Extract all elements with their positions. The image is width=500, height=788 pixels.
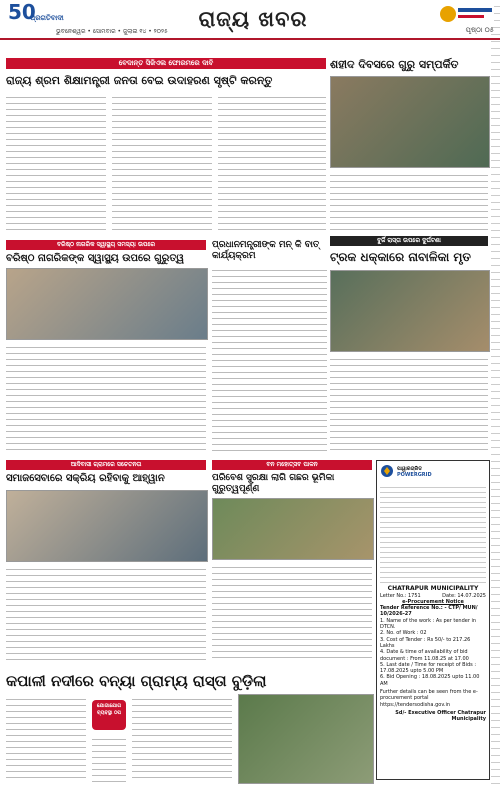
- story5-headline: ଟ୍ରକ ଧକ୍କାରେ ନାବାଳିକା ମୃତ: [330, 250, 471, 264]
- ad-letter-no: Letter No.: 1751: [380, 592, 421, 599]
- ad-company: POWERGRID: [397, 472, 432, 479]
- ad-body-text: [380, 483, 486, 583]
- story2-body: [330, 170, 488, 230]
- ad-notice-org: CHATRAPUR MUNICIPALITY: [387, 585, 479, 593]
- ad-row: 1. Name of the work : As per tender in DTCN.: [380, 617, 477, 631]
- story6-headline: ସମାଜସେବାରେ ସକ୍ରିୟ ରହିବାକୁ ଆହ୍ୱାନ: [6, 473, 165, 484]
- ad-row: 2. No. of Work : 02: [380, 630, 427, 637]
- story5-body: [330, 354, 488, 454]
- ad-date: Date: 14.07.2025: [442, 592, 486, 599]
- story2-headline: ଶହୀଦ ଦିବସରେ ଗୁରୁ ସମ୍ପର୍କିତ: [330, 58, 459, 71]
- story8-body-col2: [92, 734, 126, 782]
- tender-advertisement: [376, 460, 490, 780]
- story5-photo: [330, 270, 490, 352]
- story3-body: [6, 342, 206, 454]
- ad-signature: Sd/- Executive Officer Chatrapur Municipality: [395, 709, 486, 723]
- advert-logo-icon: [438, 4, 494, 24]
- story4-body: [212, 265, 327, 455]
- powergrid-logo-icon: [380, 464, 394, 480]
- story1-kicker: ବେଦାନ୍ତ ସିଜିଏଲ ଫୋରମରେ ଦାବି: [6, 58, 326, 69]
- story8-badge: ଯୋଗାଯୋଗ ବ୍ୟବସ୍ଥା ଠପ: [92, 700, 126, 730]
- story1-body-col1: [6, 92, 106, 234]
- story7-headline: ପରିବେଶ ସୁରକ୍ଷା ଲାଗି ଗଛର ଭୂମିକା ଗୁରୁତ୍ୱପୂର୍ଣ୍ଣ: [212, 473, 335, 494]
- ad-header: [380, 464, 486, 480]
- story8-body-col3: [132, 694, 232, 782]
- story6-photo: [6, 490, 208, 562]
- logo-number: 50: [8, 0, 36, 24]
- story8-headline: କପାଳୀ ନଦୀରେ ବନ୍ୟା ଗ୍ରାମ୍ୟ ରାସ୍ତା ବୁଡ଼ିଲା: [6, 672, 267, 690]
- ad-company-odia: ପାୱାରଗ୍ରିଡ: [397, 465, 422, 472]
- ad-row: 5. Last date / Time for receipt of Bids : 17.08.2025 upto 5.00 PM: [380, 661, 477, 675]
- story8-photo: [238, 694, 374, 784]
- story1-body-col2: [112, 92, 212, 234]
- story7-kicker: ବନ ମହୋତ୍ସବ ପାଳନ: [212, 460, 372, 470]
- story3-kicker: ବରିଷ୍ଠ ନାଗରିକ ସ୍ୱାସ୍ଥ୍ୟ ସମସ୍ୟା ଉପରେ: [6, 240, 206, 250]
- story1-body-col3: [218, 92, 326, 234]
- margin-dots: [491, 0, 500, 788]
- dateline: ଭୁବନେଶ୍ୱର • ସୋମବାର • ଜୁଲାଇ ୧୪ • ୨୦୨୫: [56, 28, 168, 35]
- story2-photo: [330, 76, 490, 168]
- story3-photo: [6, 268, 208, 340]
- story7-photo: [212, 498, 374, 560]
- story5-kicker: ବୁର୍ଜି ରାସ୍ତା ଉପରେ ଦୁର୍ଘଟଣା: [330, 236, 488, 246]
- story3-headline: ବରିଷ୍ଠ ନାଗରିକଙ୍କ ସ୍ୱାସ୍ଥ୍ୟ ଉପରେ ଗୁରୁତ୍ୱ: [6, 253, 185, 264]
- page-number: ପୃଷ୍ଠା ୦୫: [465, 26, 494, 34]
- story7-body: [212, 562, 372, 662]
- ad-row: 6. Bid Opening : 18.08.2025 upto 11.00 AM: [380, 674, 480, 687]
- ad-title: e-Procurement Notice: [402, 598, 464, 605]
- ad-footer: Further details can be seen from the e-procurement portal https://tendersodisha.gov.in: [380, 689, 478, 708]
- ad-tender-ref: Tender Reference No.: - CTP/ MUN/ 10/2026-27: [380, 605, 478, 618]
- story6-body: [6, 564, 206, 664]
- story4-headline: ପ୍ରଧାନମନ୍ତ୍ରୀଙ୍କ ମନ୍ କି ବାତ୍ କାର୍ଯ୍ୟକ୍ରମ: [212, 240, 320, 261]
- ad-row: 4. Date & time of availability of bid document : From 11.08.25 at 17.00: [380, 649, 469, 662]
- masthead: [0, 0, 500, 40]
- brand-name: ପ୍ରଗତିବାଦୀ: [30, 14, 64, 22]
- story6-kicker: ଆଦିବାସୀ ଗ୍ରାମରେ ସଚେତନତା: [6, 460, 206, 470]
- story1-headline: ରାଜ୍ୟ ଶ୍ରମ ଶିକ୍ଷାମନ୍ତ୍ରୀ ଜନତା ବେଇ ଉଦାହରଣ ସୃଷ୍ଟି କରନ୍ତୁ: [6, 74, 273, 87]
- section-title: ରାଜ୍ୟ ଖବର: [198, 6, 308, 31]
- story8-body-col1: [6, 694, 86, 782]
- ad-row: 3. Cost of Tender : Rs 50/- to 217.26 Lakhs: [380, 636, 471, 649]
